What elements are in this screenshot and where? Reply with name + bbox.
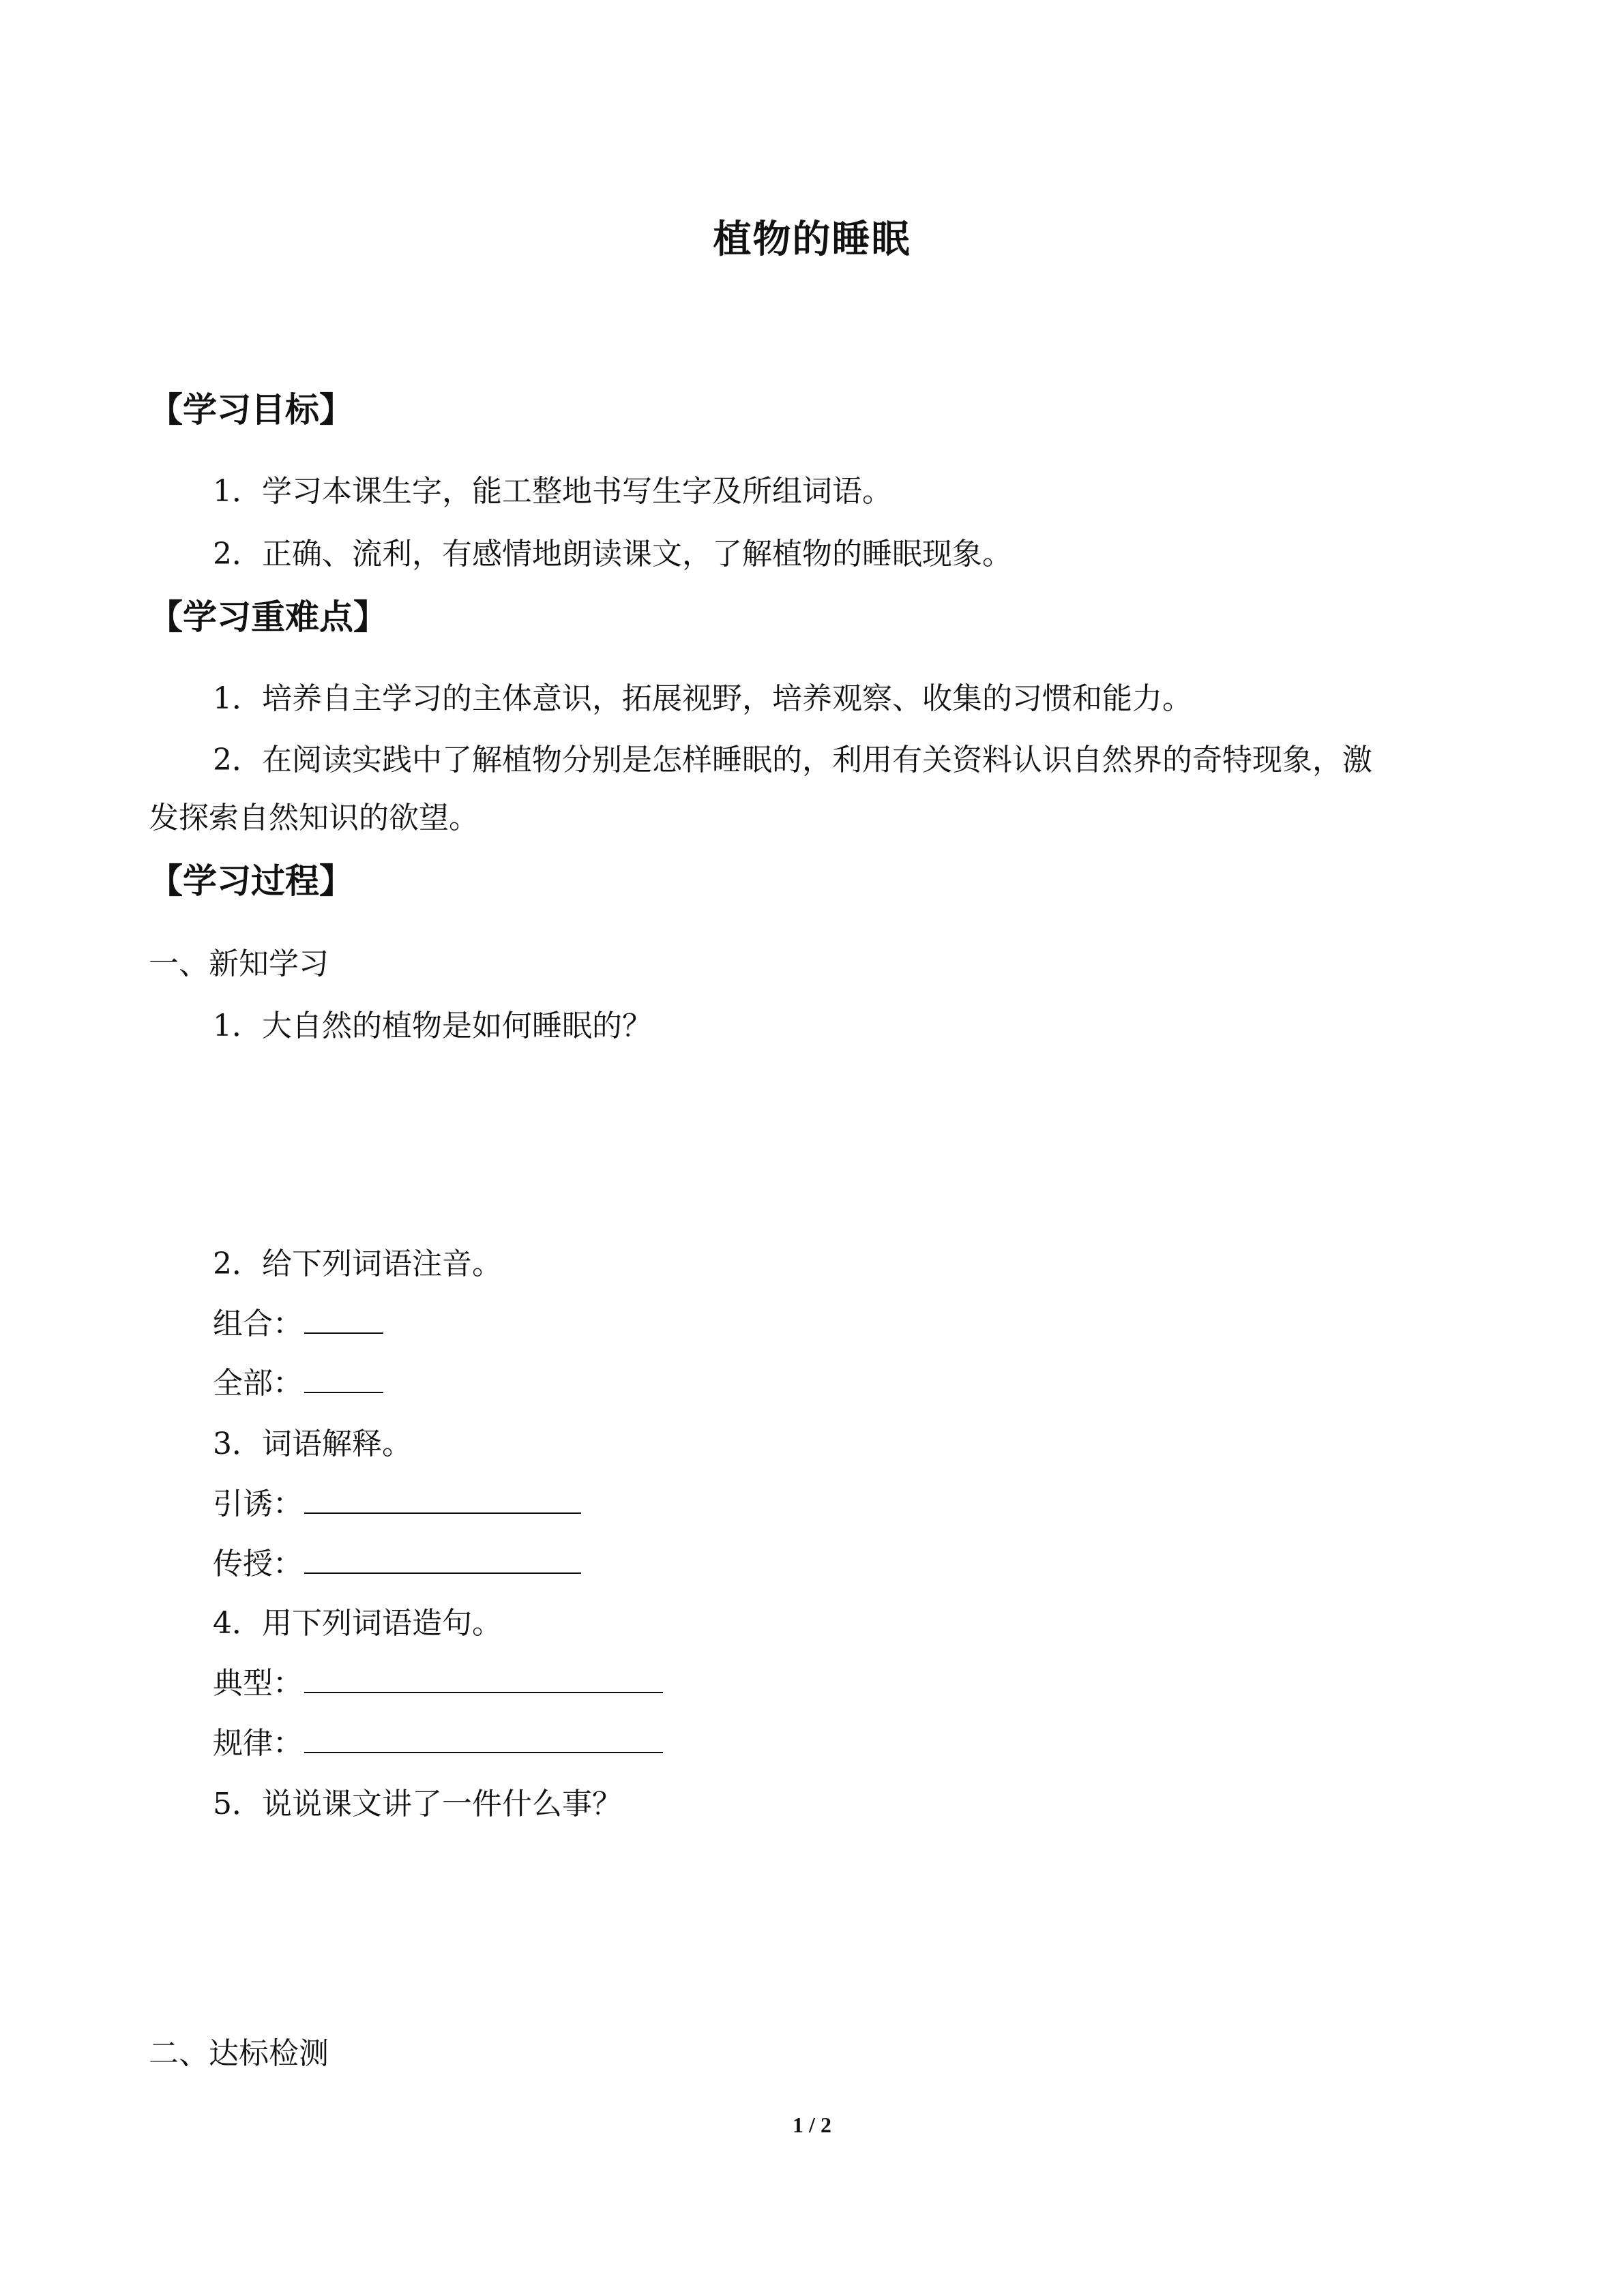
answer-blank[interactable] (304, 1662, 663, 1693)
question-4: 4．用下列词语造句。 (213, 1606, 502, 1641)
key-point-item-1: 1．培养自主学习的主体意识，拓展视野，培养观察、收集的习惯和能力。 (213, 681, 1192, 716)
pinyin-item-quanbu-label: 全部： (213, 1366, 303, 1401)
goal-item-2: 2．正确、流利，有感情地朗读课文，了解植物的睡眠现象。 (213, 537, 1012, 571)
goal-item-1: 1．学习本课生字，能工整地书写生字及所组词语。 (213, 474, 892, 509)
answer-blank[interactable] (304, 1722, 663, 1753)
pinyin-item-quanbu (213, 1362, 383, 1405)
key-point-item-2-continued: 发探索自然知识的欲望。 (149, 801, 479, 835)
sentence-item-guilv (213, 1722, 663, 1765)
sentence-item-guilv-label: 规律： (213, 1726, 303, 1761)
question-3: 3．词语解释。 (213, 1427, 412, 1461)
heading-learning-process: 【学习过程】 (149, 861, 353, 901)
question-5: 5．说说课文讲了一件什么事？ (213, 1787, 622, 1821)
definition-item-chuanshou (213, 1542, 581, 1586)
page-number: 1 / 2 (793, 2113, 831, 2137)
definition-item-yinyou-label: 引诱： (213, 1487, 303, 1521)
sentence-item-dianxing (213, 1662, 663, 1705)
part1-title: 一、新知学习 (149, 946, 329, 981)
pinyin-item-zuhe (213, 1302, 383, 1346)
heading-key-points: 【学习重难点】 (149, 597, 387, 637)
part2-title: 二、达标检测 (149, 2036, 329, 2071)
question-2: 2．给下列词语注音。 (213, 1247, 502, 1281)
answer-blank[interactable] (304, 1302, 383, 1334)
sentence-item-dianxing-label: 典型： (213, 1666, 303, 1701)
answer-blank[interactable] (304, 1362, 383, 1393)
question-1: 1．大自然的植物是如何睡眠的？ (213, 1009, 652, 1043)
key-point-item-2: 2．在阅读实践中了解植物分别是怎样睡眠的，利用有关资料认识自然界的奇特现象，激 (213, 743, 1372, 777)
document-title: 植物的睡眠 (713, 218, 911, 262)
definition-item-yinyou (213, 1482, 581, 1526)
answer-blank[interactable] (304, 1542, 581, 1574)
pinyin-item-zuhe-label: 组合： (213, 1307, 303, 1341)
definition-item-chuanshou-label: 传授： (213, 1547, 303, 1581)
answer-blank[interactable] (304, 1482, 581, 1514)
heading-learning-goals: 【学习目标】 (149, 390, 353, 430)
